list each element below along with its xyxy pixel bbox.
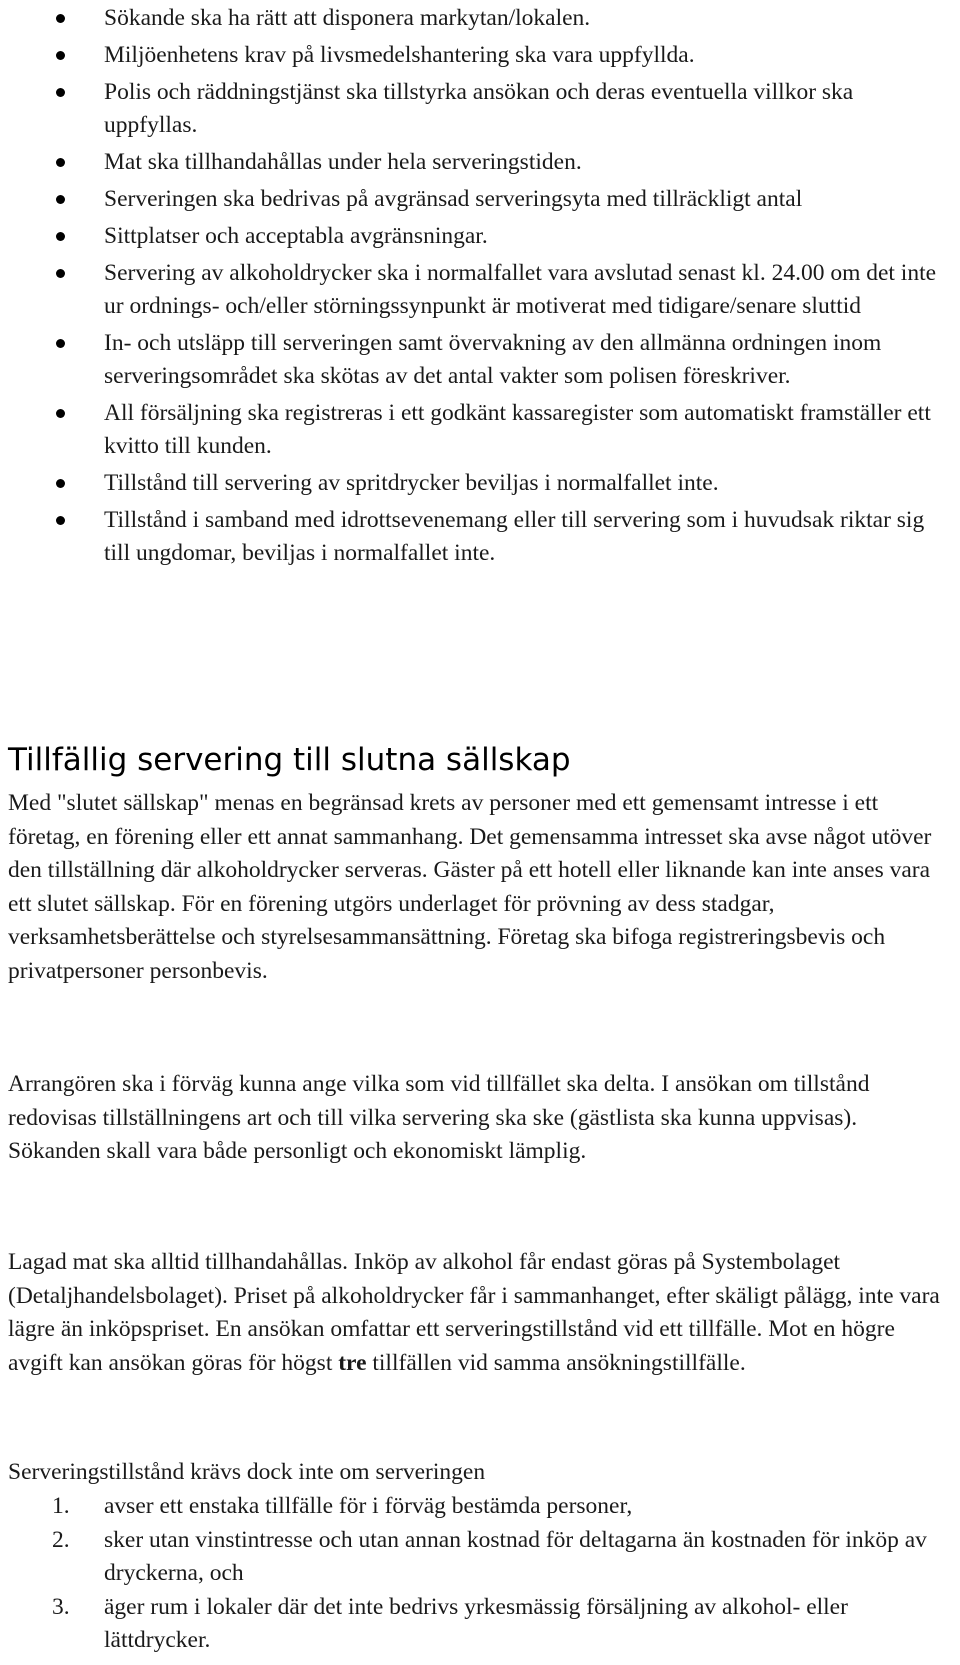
numbered-item — [0, 1490, 960, 1524]
bullet-item — [0, 39, 960, 72]
paragraph-text: tillfällen vid samma ansökningstillfälle. — [366, 1349, 746, 1376]
bullet-icon — [56, 409, 65, 418]
bullet-icon — [56, 269, 65, 278]
bullet-item — [0, 220, 960, 253]
bullet-item — [0, 397, 960, 463]
item-text: sker utan vinstintresse och utan annan kostnad för deltagarna än kostnaden för inköp av dryckerna, och — [104, 1526, 927, 1586]
bullet-icon — [56, 14, 65, 23]
bullet-text: Polis och räddningstjänst ska tillstyrka ansökan och deras eventuella villkor ska uppfyllas. — [104, 79, 854, 138]
item-number: 1. — [52, 1493, 70, 1519]
bullet-icon — [56, 232, 65, 241]
bullet-text: Servering av alkoholdrycker ska i normalfallet vara avslutad senast kl. 24.00 om det inte ur ordnings- och/eller störningssynpunkt är motiverat med tidigare/senare sluttid — [104, 260, 937, 319]
bullet-icon — [56, 516, 65, 525]
paragraph-text: Lagad mat ska alltid tillhandahållas. Inköp av alkohol får endast göras på Systembolaget (Detaljhandelsbolaget). Priset på alkoholdrycker får i sammanhanget, efter skäligt pålägg, inte vara lägre än inköpspriset. En ansökan omfattar ett serveringstillstånd vid ett tillfälle. Mot en högre avgift kan ansökan göras för högst — [8, 1249, 940, 1376]
bullet-text: In- och utsläpp till serveringen samt övervakning av den allmänna ordningen inom serveringsområdet ska skötas av det antal vakter som polisen föreskriver. — [104, 330, 882, 389]
bullet-icon — [56, 158, 65, 167]
bullet-item — [0, 146, 960, 179]
bullet-icon — [56, 195, 65, 204]
item-number: 2. — [52, 1526, 70, 1553]
bullet-item — [0, 467, 960, 500]
bullet-item — [0, 183, 960, 216]
paragraph-food-and-purchase — [8, 1246, 953, 1380]
numbered-item — [0, 1591, 960, 1658]
requirements-bullet-list — [0, 2, 960, 574]
exemption-numbered-list — [0, 1490, 960, 1658]
numbered-item — [0, 1524, 960, 1591]
emphasis-text: tre — [338, 1349, 367, 1376]
bullet-item — [0, 2, 960, 35]
bullet-item — [0, 327, 960, 393]
bullet-text: Tillstånd i samband med idrottsevenemang eller till servering som i huvudsak riktar sig till ungdomar, beviljas i normalfallet inte. — [104, 507, 925, 566]
paragraph-closed-company-definition: Med "slutet sällskap" menas en begränsad krets av personer med ett gemensamt intresse i ett företag, en förening eller ett annat sammanhang. Det gemensamma intresset ska avse något utöver den tillställning där alkoholdrycker serveras. Gäster på ett hotell eller liknande kan inte anses vara ett slutet sällskap. För en förening utgörs underlaget för prövning av dess stadgar, verksamhetsberättelse och styrelsesammansättning. Företag ska bifoga registreringsbevis och privatpersoner personbevis. — [8, 790, 932, 984]
bullet-text: Serveringen ska bedrivas på avgränsad serveringsyta med tillräckligt antal — [104, 186, 803, 212]
bullet-item — [0, 504, 960, 570]
bullet-item — [0, 76, 960, 142]
item-text: äger rum i lokaler där det inte bedrivs yrkesmässig försäljning av alkohol- eller lättdrycker. — [104, 1593, 848, 1653]
bullet-text: Sittplatser och acceptabla avgränsningar. — [104, 223, 488, 249]
bullet-item — [0, 257, 960, 323]
bullet-text: Mat ska tillhandahållas under hela serveringstiden. — [104, 149, 582, 175]
item-number: 3. — [52, 1593, 70, 1620]
bullet-icon — [56, 479, 65, 488]
paragraph-organizer-requirements: Arrangören ska i förväg kunna ange vilka som vid tillfället ska delta. I ansökan om tillstånd redovisas tillställningens art och till vilka servering ska ske (gästlista ska kunna uppvisas). Sökanden skall vara både personligt och ekonomiskt lämplig. — [8, 1071, 870, 1164]
bullet-icon — [56, 88, 65, 97]
bullet-icon — [56, 51, 65, 60]
paragraph-exemption-intro: Serveringstillstånd krävs dock inte om serveringen — [8, 1459, 486, 1485]
bullet-text: Sökande ska ha rätt att disponera markytan/lokalen. — [104, 5, 591, 31]
bullet-text: All försäljning ska registreras i ett godkänt kassaregister som automatiskt framställer ett kvitto till kunden. — [104, 400, 931, 459]
section-heading: Tillfällig servering till slutna sällskap — [8, 742, 571, 778]
item-text: avser ett enstaka tillfälle för i förväg bestämda personer, — [104, 1493, 633, 1519]
bullet-icon — [56, 339, 65, 348]
bullet-text: Tillstånd till servering av spritdrycker beviljas i normalfallet inte. — [104, 470, 719, 496]
bullet-text: Miljöenhetens krav på livsmedelshantering ska vara uppfyllda. — [104, 42, 695, 68]
